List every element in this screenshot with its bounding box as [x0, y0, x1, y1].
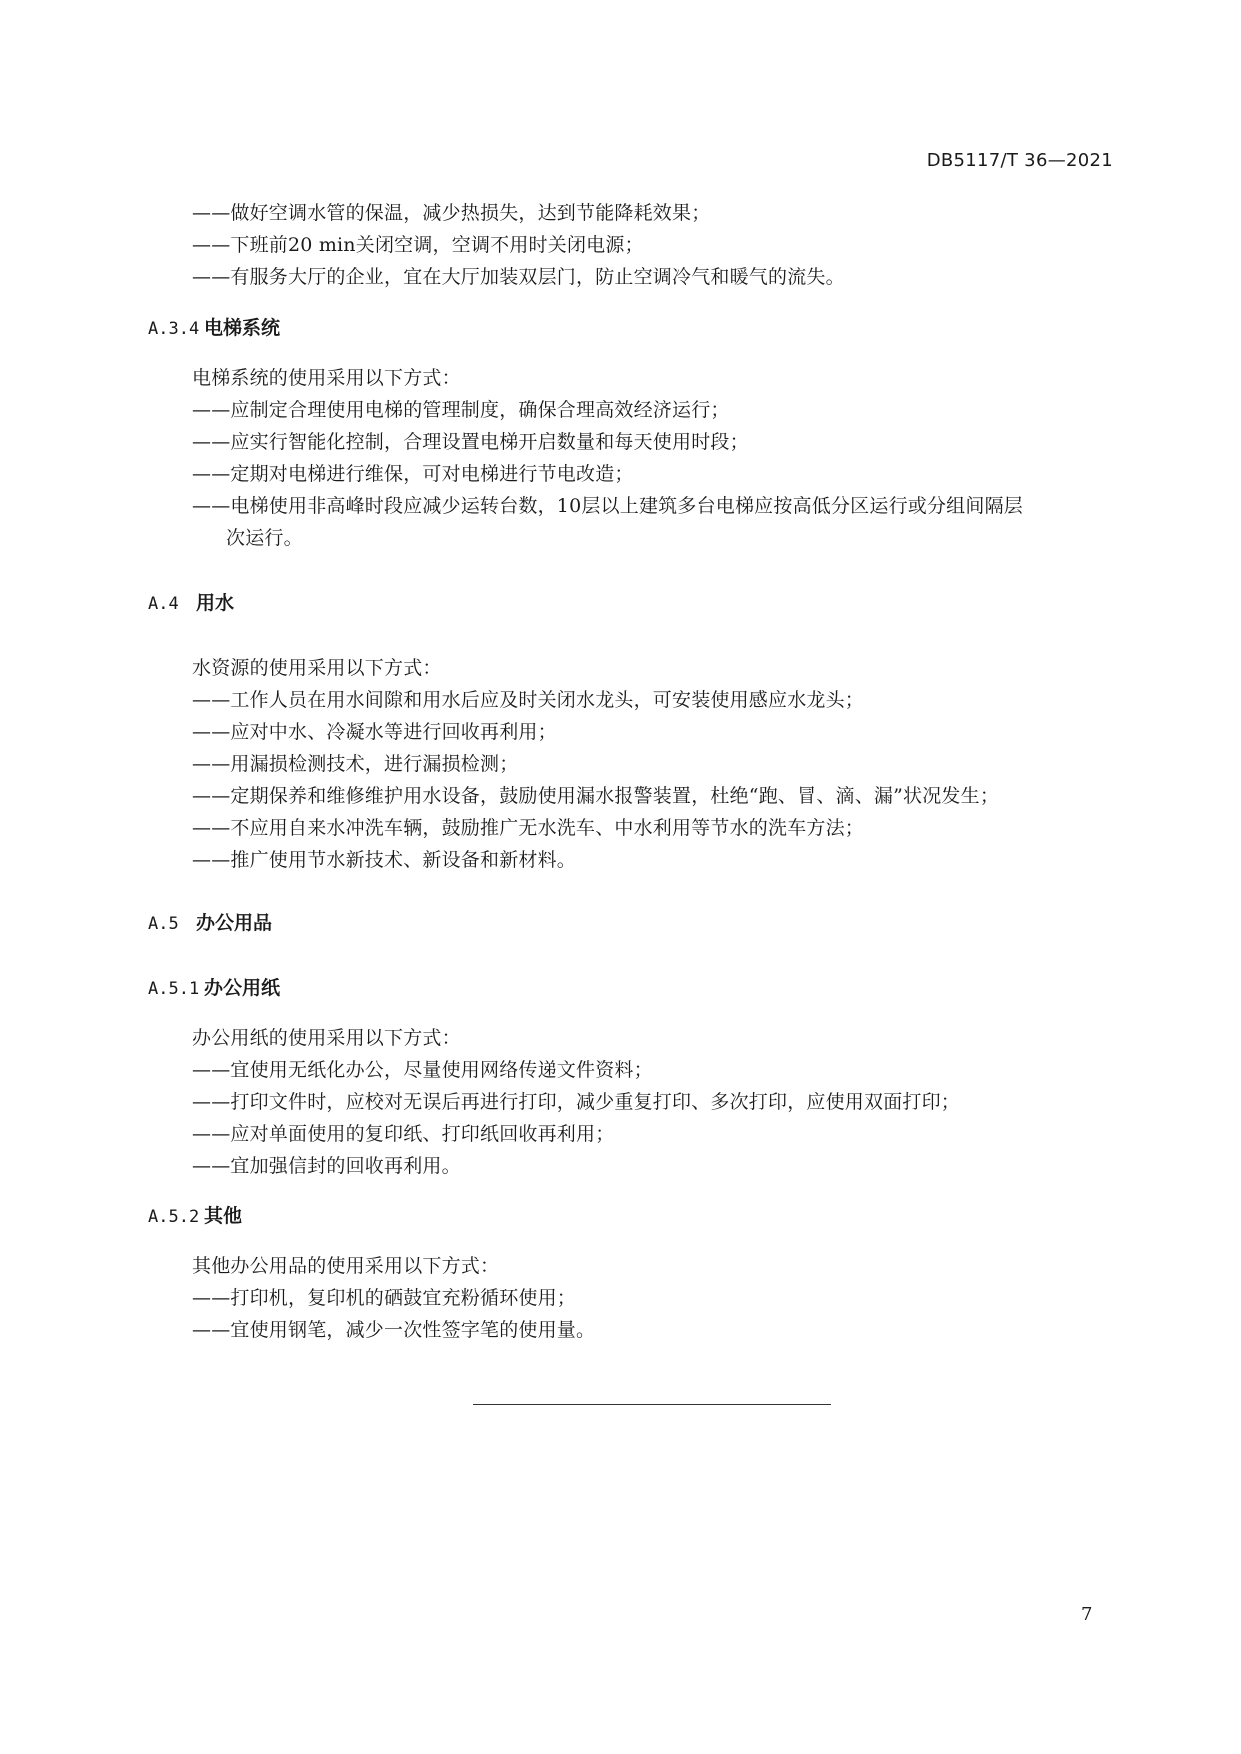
section-heading-a34: [148, 315, 280, 342]
list-item: ——打印文件时，应校对无误后再进行打印，减少重复打印、多次打印，应使用双面打印；: [192, 1091, 961, 1113]
section-heading-a5: [148, 910, 272, 937]
list-item: ——应制定合理使用电梯的管理制度，确保合理高效经济运行；: [192, 399, 730, 421]
section-number: A.5: [148, 914, 179, 934]
section-title: 其他: [204, 1205, 243, 1227]
list-item: ——做好空调水管的保温，减少热损失，达到节能降耗效果；: [192, 202, 711, 224]
section-lead: 电梯系统的使用采用以下方式：: [192, 367, 461, 389]
section-heading-a52: [148, 1203, 242, 1230]
list-item: ——下班前20 min关闭空调，空调不用时关闭电源；: [192, 234, 644, 256]
section-lead: 水资源的使用采用以下方式：: [192, 657, 442, 679]
list-item: ——电梯使用非高峰时段应减少运转台数，10层以上建筑多台电梯应按高低分区运行或分组间隔层: [192, 495, 1023, 517]
list-item: ——定期保养和维修维护用水设备，鼓励使用漏水报警装置，杜绝“跑、冒、滴、漏”状况发生；: [192, 785, 1000, 807]
list-item: ——定期对电梯进行维保，可对电梯进行节电改造；: [192, 463, 634, 485]
list-item: ——工作人员在用水间隙和用水后应及时关闭水龙头，可安装使用感应水龙头；: [192, 689, 865, 711]
list-item: ——宜使用无纸化办公，尽量使用网络传递文件资料；: [192, 1059, 653, 1081]
list-item: ——应对中水、冷凝水等进行回收再利用；: [192, 721, 557, 743]
section-title: 办公用品: [196, 912, 273, 934]
list-item-continuation: 次运行。: [226, 527, 303, 549]
section-heading-a51: [148, 975, 280, 1002]
page-number: 7: [1081, 1604, 1093, 1625]
list-item: ——有服务大厅的企业，宜在大厅加装双层门，防止空调冷气和暖气的流失。: [192, 266, 845, 288]
section-title: 电梯系统: [204, 317, 281, 339]
list-item: ——宜使用钢笔，减少一次性签字笔的使用量。: [192, 1319, 596, 1341]
end-of-text-rule: [473, 1404, 831, 1405]
list-item: ——不应用自来水冲洗车辆，鼓励推广无水洗车、中水利用等节水的洗车方法；: [192, 817, 865, 839]
section-heading-a4: [148, 590, 234, 617]
section-number: A.5.2: [148, 1207, 200, 1227]
section-number: A.3.4: [148, 319, 200, 339]
standard-code: DB5117/T 36—2021: [926, 150, 1113, 171]
section-number: A.4: [148, 594, 179, 614]
list-item: ——推广使用节水新技术、新设备和新材料。: [192, 849, 577, 871]
list-item: ——应对单面使用的复印纸、打印纸回收再利用；: [192, 1123, 615, 1145]
list-item: ——用漏损检测技术，进行漏损检测；: [192, 753, 519, 775]
section-lead: 其他办公用品的使用采用以下方式：: [192, 1255, 500, 1277]
list-item: ——打印机，复印机的硒鼓宜充粉循环使用；: [192, 1287, 577, 1309]
section-title: 办公用纸: [204, 977, 281, 999]
section-title: 用水: [196, 592, 235, 614]
section-lead: 办公用纸的使用采用以下方式：: [192, 1027, 461, 1049]
list-item: ——宜加强信封的回收再利用。: [192, 1155, 461, 1177]
list-item: ——应实行智能化控制，合理设置电梯开启数量和每天使用时段；: [192, 431, 749, 453]
section-number: A.5.1: [148, 979, 200, 999]
